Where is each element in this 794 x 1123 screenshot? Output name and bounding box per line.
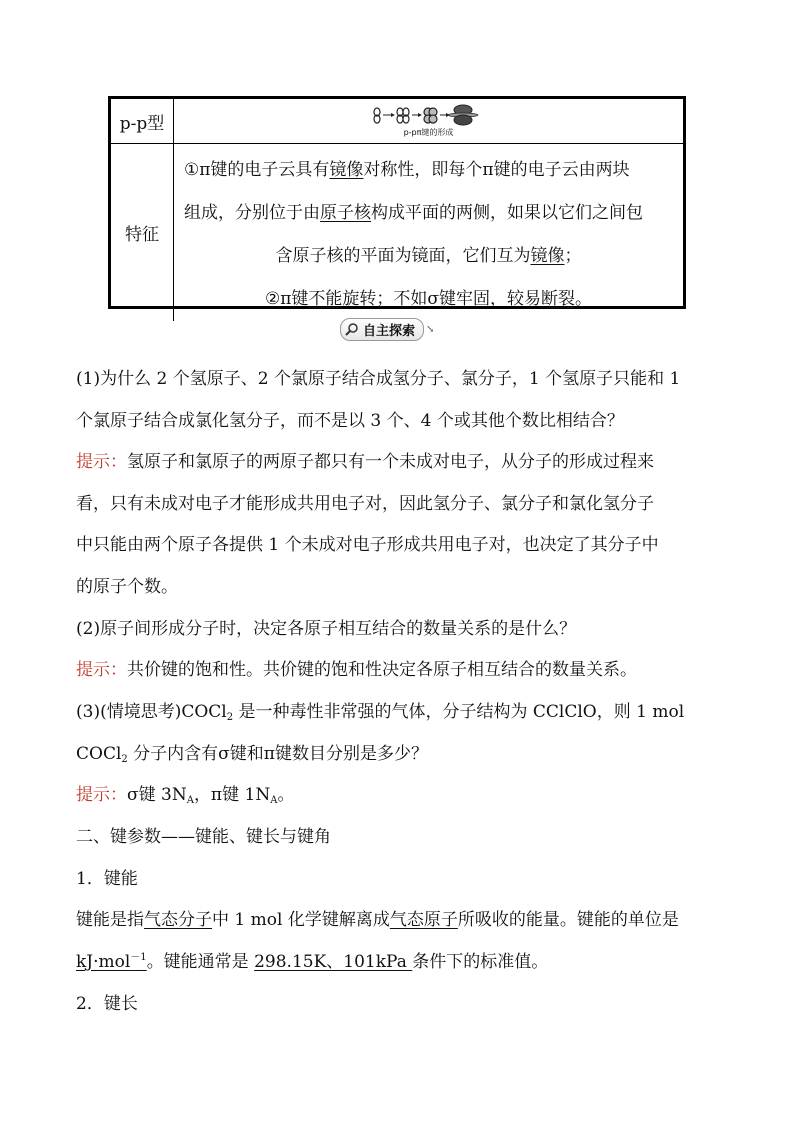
section2-title: 二、键参数——键能、键长与键角 bbox=[76, 827, 331, 847]
hint-label: 提示： bbox=[76, 785, 127, 805]
q1-line2: 个氯原子结合成氯化氢分子，而不是以 3 个、4 个或其他个数比相结合？ bbox=[76, 411, 624, 431]
row-label-feature: 特征 bbox=[111, 144, 174, 321]
feature2-line: ②π键不能旋转；不如σ键牢固，较易断裂。 bbox=[264, 289, 593, 309]
q3-line1: (3)(情境思考)COCl$_2$ 是一种毒性非常强的气体，分子结构为 CClClO，则 1 mol bbox=[76, 702, 685, 723]
diagram-caption: p-pπ键的形成 bbox=[403, 128, 454, 137]
feature-description bbox=[174, 144, 683, 321]
feature1-line2: 组成，分别位于由原子核构成平面的两侧，如果以它们之间包 bbox=[184, 203, 643, 223]
q1-hint-line2: 看，只有未成对电子才能形成共用电子对，因此氢分子、氯分子和氯化氢分子 bbox=[76, 494, 654, 514]
q3-hint-line: 提示：σ键 $3N_A$，π键 $1N_A$。 bbox=[76, 785, 295, 806]
s1-line1: 键能是指气态分子中 1 mol 化学键解离成气态原子所吸收的能量。键能的单位是 bbox=[76, 910, 679, 930]
feature1-line3: 含原子核的平面为镜面，它们互为镜像； bbox=[275, 246, 582, 266]
banner-label: 自主探索 bbox=[363, 323, 416, 339]
q1-line1: (1)为什么 2 个氢原子、2 个氯原子结合成氢分子、氯分子，1 个氢原子只能和 1 bbox=[76, 369, 681, 389]
q1-hint-line3: 中只能由两个原子各提供 1 个未成对电子形成共用电子对，也决定了其分子中 bbox=[76, 535, 659, 555]
s2-heading: 2．键长 bbox=[76, 994, 138, 1014]
s1-line2: kJ·mol$^{-1}$。键能通常是 298.15K、101kPa 条件下的标准值。 bbox=[76, 952, 549, 972]
q2-line1: (2)原子间形成分子时，决定各原子相互结合的数量关系的是什么？ bbox=[76, 619, 577, 639]
feature1-line1: ①π键的电子云具有镜像对称性，即每个π键的电子云由两块 bbox=[184, 160, 630, 180]
q3-line2: COCl$_2$ 分子内含有σ键和π键数目分别是多少？ bbox=[76, 744, 428, 765]
q1-hint-line4: 的原子个数。 bbox=[76, 577, 178, 597]
s1-heading: 1．键能 bbox=[76, 869, 138, 889]
q1-hint-line1: 提示：氢原子和氯原子的两原子都只有一个未成对电子，从分子的形成过程来 bbox=[76, 452, 654, 472]
pp-pi-bond-diagram bbox=[174, 99, 683, 144]
banner-tail-icon: ↘ bbox=[426, 323, 435, 335]
banner-box bbox=[340, 318, 424, 341]
row-label-pp-type: p-p型 bbox=[111, 99, 174, 144]
hint-label: 提示： bbox=[76, 660, 127, 680]
pi-bond-feature-table bbox=[108, 96, 686, 309]
energy-unit: kJ·mol$^{-1}$ bbox=[76, 952, 147, 972]
q2-hint-line: 提示：共价键的饱和性。共价键的饱和性决定各原子相互结合的数量关系。 bbox=[76, 660, 637, 680]
hint-label: 提示： bbox=[76, 452, 127, 472]
self-explore-banner bbox=[340, 318, 450, 340]
magnifier-icon bbox=[345, 322, 359, 336]
orbital-overlap-icon bbox=[369, 104, 489, 126]
